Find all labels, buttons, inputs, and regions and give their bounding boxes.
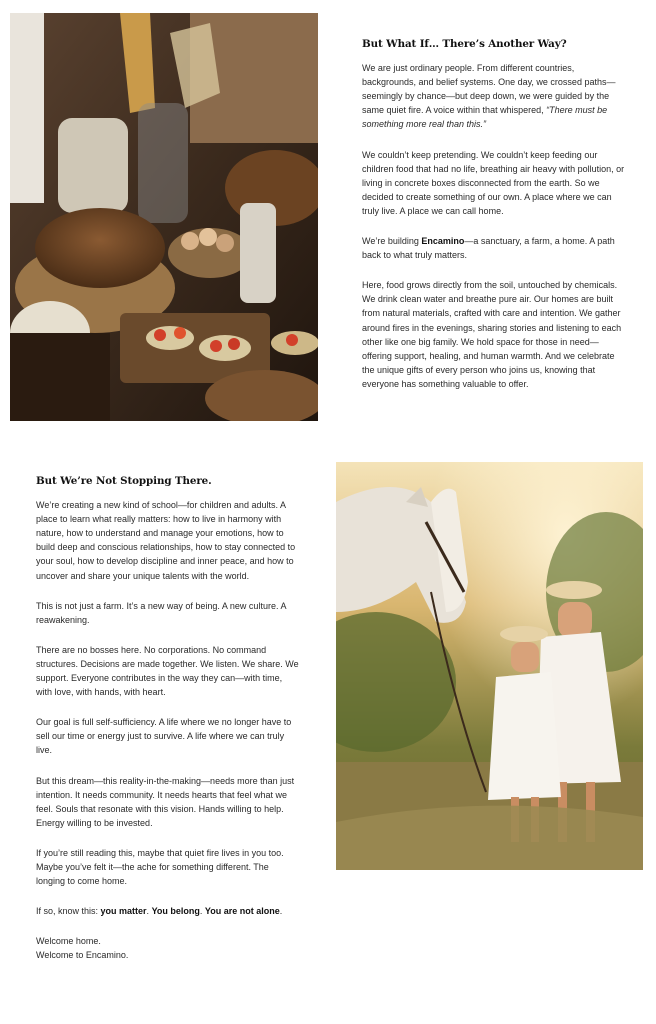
paragraph: Here, food grows directly from the soil, untouched by chemicals. We drink clean water and breathe pure air. Our homes are built from natural materials, crafted with care and intention. We gather around fires in the evenings, sharing stories and listening to each other like one big family. We hold space for those in need—offering support, healing, and human warmth. And we celebrate the unique gifts of every person who joins us, knowing that everyone has something valuable to offer. (362, 280, 622, 389)
paragraph: Welcome home. Welcome to Encamino. (36, 936, 129, 961)
paragraph: We’re creating a new kind of school—for children and adults. A place to learn what really matters: how to live in harmony with nature, how to understand and manage your emotions, how to build deep and conscious relationships, how to stay connected to your soul, how to develop discipline and inner peace, and how to uncover and share your unique talents with the world. (36, 500, 296, 581)
section-title: But We’re Not Stopping There. (36, 475, 212, 487)
section-not-stopping (36, 474, 300, 978)
paragraph: We are just ordinary people. From different countries, backgrounds, and belief systems. One day, we crossed paths—seemingly by chance—but deep down, we were guided by the same quiet fire. A voice within that whispered, “There must be something more real than this.” (362, 63, 616, 130)
section-another-way (362, 37, 626, 407)
section-title: But What If… There’s Another Way? (362, 38, 567, 50)
paragraph: If you’re still reading this, maybe that quiet fire lives in you too. Maybe you’ve felt it—the ache for something different. The longing to come home. (36, 847, 284, 887)
paragraph: We couldn’t keep pretending. We couldn’t keep feeding our children food that had no life, breathing air heavy with pollution, or living in concrete boxes disconnected from the earth. So we decided to create something of our own. A place where we can truly live. A place we can call home. (362, 149, 625, 216)
paragraph: If so, know this: you matter. You belong. You are not alone. (36, 906, 283, 917)
paragraph: We’re building Encamino—a sanctuary, a farm, a home. A path back to what truly matters. (362, 236, 615, 261)
paragraph: This is not just a farm. It’s a new way of being. A new culture. A reawakening. (36, 600, 286, 625)
paragraph: There are no bosses here. No corporations. No command structures. Decisions are made together. We listen. We share. We support. Everyone contributes in the way they can—with time, with love, with hands, with heart. (36, 644, 299, 698)
food-table-photo (10, 13, 318, 421)
brand-name: Encamino (421, 236, 465, 247)
paragraph: Our goal is full self-sufficiency. A life where we no longer have to sell our time or energy just to survive. A life where we can truly live. (36, 717, 292, 756)
horse-girls-photo (336, 462, 643, 870)
paragraph: But this dream—this reality-in-the-making—needs more than just intention. It needs community. It needs hearts that feel what we feel. Souls that resonate with this vision. Hands willing to help. Energy willing to be invested. (36, 775, 295, 828)
quote: “There must be something more real than this.” (362, 105, 608, 130)
